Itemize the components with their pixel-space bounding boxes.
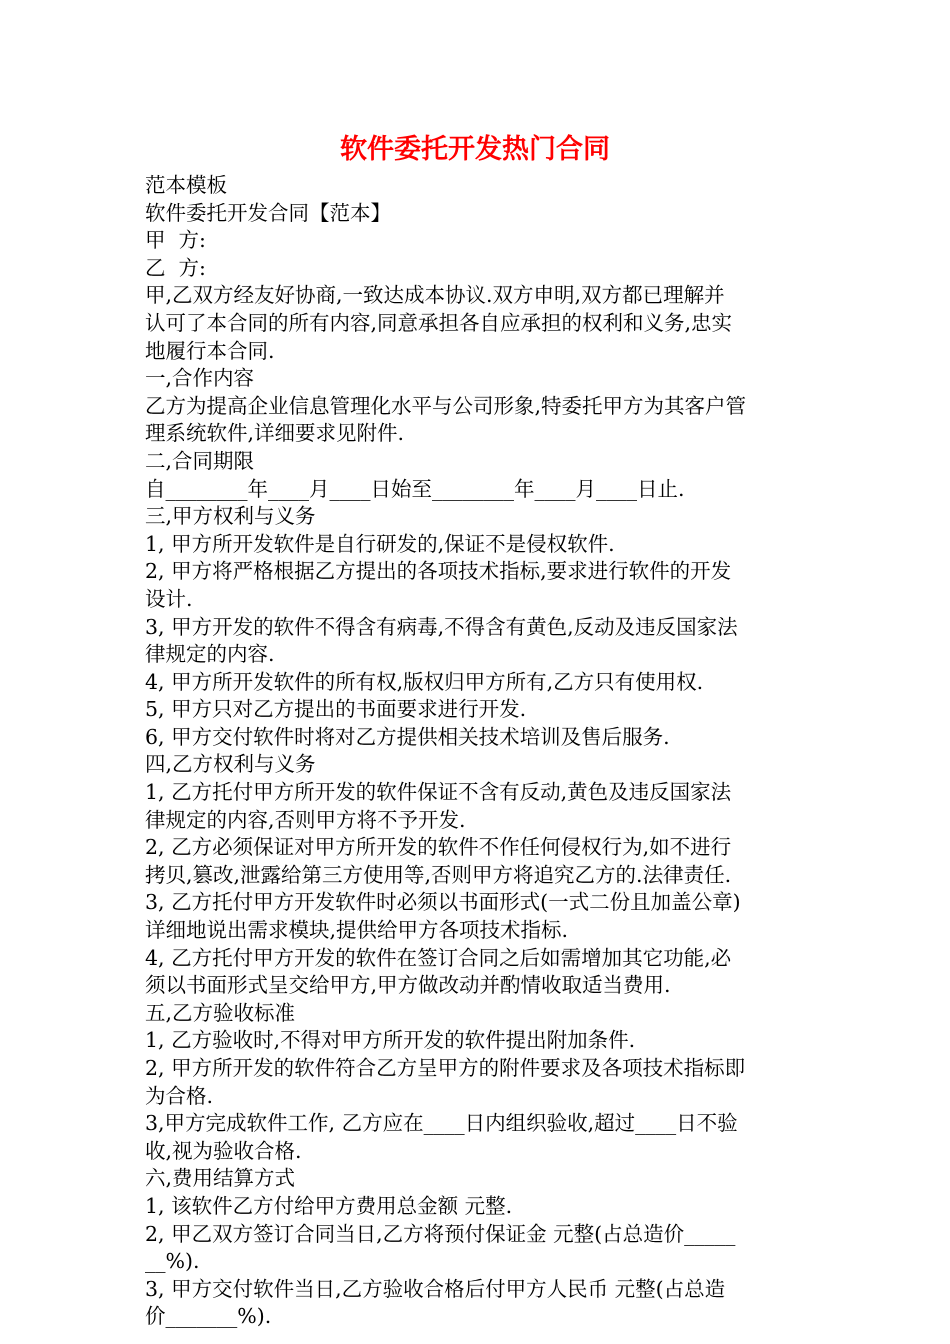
document-line: 软件委托开发合同【范本】 — [145, 200, 391, 225]
document-line: 4, 乙方托付甲方开发的软件在签订合同之后如需增加其它功能,必 — [145, 945, 732, 970]
document-line: 3, 乙方托付甲方开发软件时必须以书面形式(一式二份且加盖公章) — [145, 890, 741, 915]
document-line: 认可了本合同的所有内容,同意承担各自应承担的权利和义务,忠实 — [145, 310, 733, 335]
document-line: 2, 甲方所开发的软件符合乙方呈甲方的附件要求及各项技术指标即 — [145, 1056, 746, 1080]
document-line: 价_______%). — [145, 1304, 272, 1329]
document-line: 自________年____月____日始至________年____月____日止. — [145, 476, 685, 501]
document-line: 律规定的内容. — [145, 642, 275, 667]
document-line: 二,合同期限 — [145, 448, 255, 473]
document-line: 1, 乙方验收时,不得对甲方所开发的软件提出附加条件. — [145, 1028, 636, 1053]
document-line: 五,乙方验收标准 — [145, 1000, 296, 1025]
document-body — [145, 172, 810, 1331]
document-line: 1, 该软件乙方付给甲方费用总金额 元整. — [145, 1193, 513, 1218]
document-line: 2, 甲方将严格根据乙方提出的各项技术指标,要求进行软件的开发 — [145, 559, 732, 584]
document-line: 律规定的内容,否则甲方将不予开发. — [145, 807, 466, 832]
document-line: 乙方为提高企业信息管理化水平与公司形象,特委托甲方为其客户管 — [145, 393, 747, 418]
document-line: 5, 甲方只对乙方提出的书面要求进行开发. — [145, 697, 527, 722]
document-title: 软件委托开发热门合同 — [340, 134, 610, 165]
document-line: 甲,乙双方经友好协商,一致达成本协议.双方申明,双方都已理解并 — [145, 283, 725, 308]
document-line: __%). — [145, 1249, 200, 1274]
document-line: 3, 甲方开发的软件不得含有病毒,不得含有黄色,反动及违反国家法 — [145, 614, 738, 639]
document-line: 3,甲方完成软件工作, 乙方应在____日内组织验收,超过____日不验 — [145, 1111, 738, 1136]
document-line: 拷贝,篡改,泄露给第三方使用等,否则甲方将追究乙方的.法律责任. — [145, 862, 732, 887]
document-line: 甲 方: — [145, 228, 206, 253]
document-line: 地履行本合同. — [145, 338, 275, 363]
document-line: 收,视为验收合格. — [145, 1138, 302, 1163]
document-line: 设计. — [145, 586, 193, 611]
document-line: 6, 甲方交付软件时将对乙方提供相关技术培训及售后服务. — [145, 724, 670, 749]
document-line: 六,费用结算方式 — [145, 1166, 296, 1191]
document-line: 2, 甲乙双方签订合同当日,乙方将预付保证金 元整(占总造价_____ — [145, 1221, 736, 1246]
document-line: 2, 乙方必须保证对甲方所开发的软件不作任何侵权行为,如不进行 — [145, 835, 732, 860]
document-line: 详细地说出需求模块,提供给甲方各项技术指标. — [145, 918, 569, 943]
document-line: 一,合作内容 — [145, 366, 255, 391]
document-line: 4, 甲方所开发软件的所有权,版权归甲方所有,乙方只有使用权. — [145, 669, 704, 694]
document-line: 四,乙方权利与义务 — [145, 752, 316, 777]
document-line: 须以书面形式呈交给甲方,甲方做改动并酌情收取适当费用. — [145, 973, 671, 998]
document-line: 三,甲方权利与义务 — [145, 504, 316, 529]
document-line: 乙 方: — [145, 255, 206, 280]
document-line: 1, 乙方托付甲方所开发的软件保证不含有反动,黄色及违反国家法 — [145, 780, 732, 805]
document-line: 为合格. — [145, 1083, 214, 1108]
document-line: 理系统软件,详细要求见附件. — [145, 421, 405, 446]
document-line: 范本模板 — [145, 173, 227, 197]
document-line: 1, 甲方所开发软件是自行研发的,保证不是侵权软件. — [145, 531, 615, 556]
document-line: 3, 甲方交付软件当日,乙方验收合格后付甲方人民币 元整(占总造 — [145, 1276, 726, 1301]
